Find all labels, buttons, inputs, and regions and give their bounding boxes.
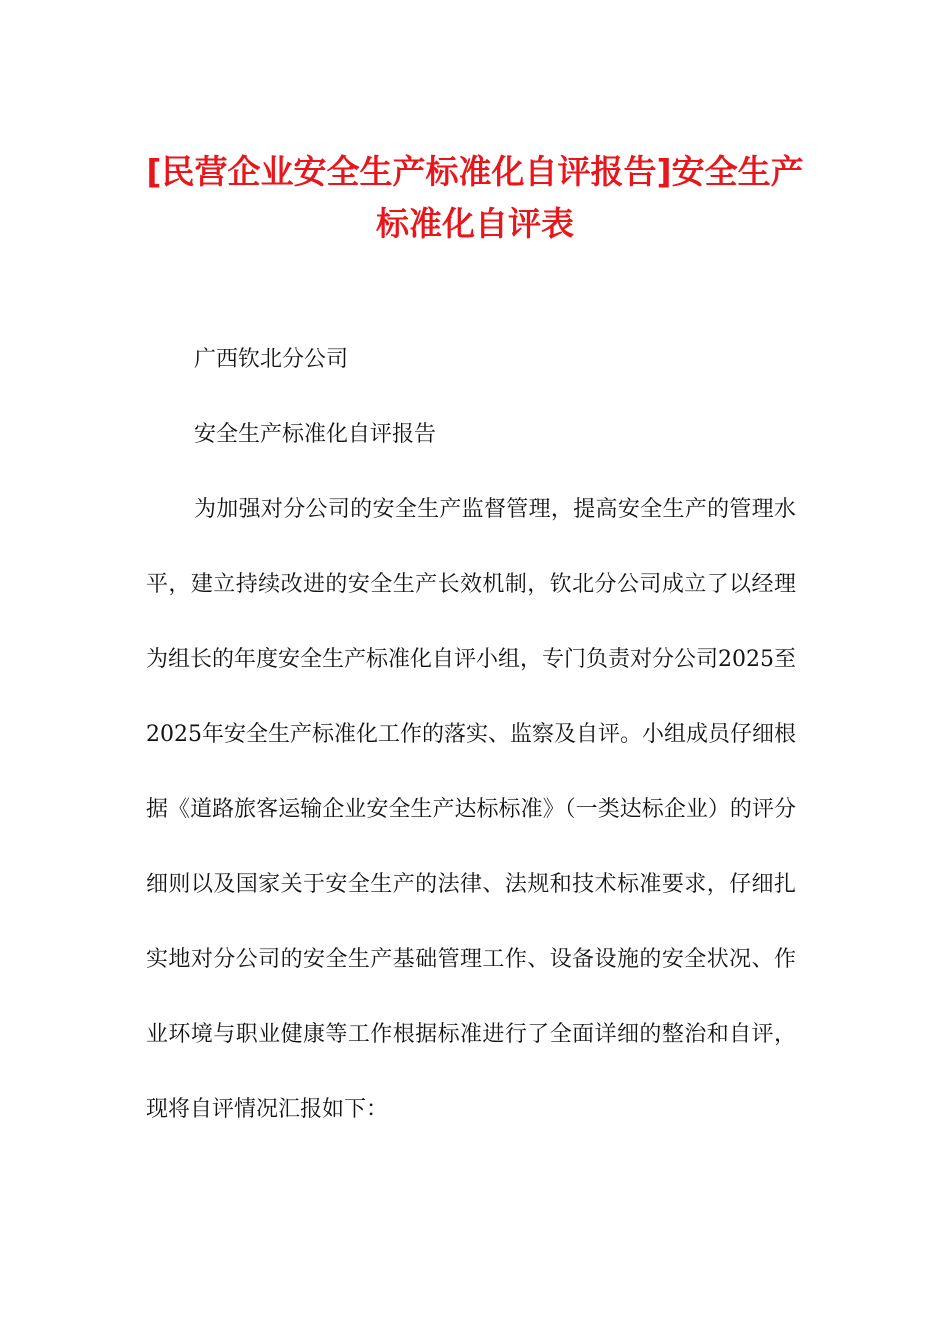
document-body	[146, 322, 796, 1147]
document-title: [民营企业安全生产标准化自评报告]安全生产标准化自评表	[146, 152, 804, 243]
company-name: 广西钦北分公司	[194, 347, 349, 372]
intro-paragraph: 为加强对分公司的安全生产监督管理，提高安全生产的管理水平，建立持续改进的安全生产长效机制，钦北分公司成立了以经理为组长的年度安全生产标准化自评小组，专门负责对分公司2025至2025年安全生产标准化工作的落实、监察及自评。小组成员仔细根据《道路旅客运输企业安全生产达标标准》（一类达标企业）的评分细则以及国家关于安全生产的法律、法规和技术标准要求，仔细扎实地对分公司的安全生产基础管理工作、设备设施的安全状况、作业环境与职业健康等工作根据标准进行了全面详细的整治和自评，现将自评情况汇报如下：	[146, 497, 796, 1122]
report-name: 安全生产标准化自评报告	[194, 422, 437, 447]
